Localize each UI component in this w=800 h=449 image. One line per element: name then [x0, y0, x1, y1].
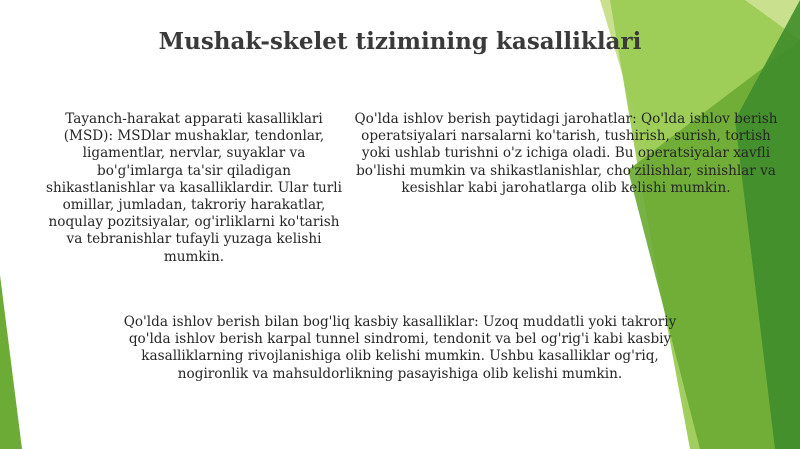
- paragraph-manual-handling-injuries: Qo'lda ishlov berish paytidagi jarohatlar: Qo'lda ishlov berish operatsiyalari narsalarni ko'tarish, tushirish, surish, tortish yoki ushlab turishni o'z ichiga oladi. Bu operatsiyalar xavfli bo'lishi mumkin va shikastlanishlar, cho'zilishlar, sinishlar va kesishlar kabi jarohatlarga olib kelishi mumkin.: [354, 111, 778, 196]
- paragraph-occupational-diseases: Qo'lda ishlov berish bilan bog'liq kasbiy kasalliklar: Uzoq muddatli yoki takroriy qo'lda ishlov berish karpal tunnel sindromi, tendonit va bel og'rig'i kabi kasbiy kasalliklarning rivojlanishiga olib kelishi mumkin. Ushbu kasalliklar og'riq, nogironlik va mahsuldorlikning pasayishiga olib kelishi mumkin.: [123, 314, 677, 382]
- green-triangle-bottom-left: [0, 275, 22, 449]
- paragraph-msd: Tayanch-harakat apparati kasalliklari (MSD): MSDlar mushaklar, tendonlar, ligamentlar, nervlar, suyaklar va bo'g'imlarga ta'sir qiladigan shikastlanishlar va kasalliklardir. Ular turli omillar, jumladan, takroriy harakatlar, noqulay pozitsiyalar, og'irliklarni ko'tarish va tebranishlar tufayli yuzaga kelishi mumkin.: [45, 111, 342, 265]
- slide-title: Mushak-skelet tizimining kasalliklari: [158, 28, 642, 55]
